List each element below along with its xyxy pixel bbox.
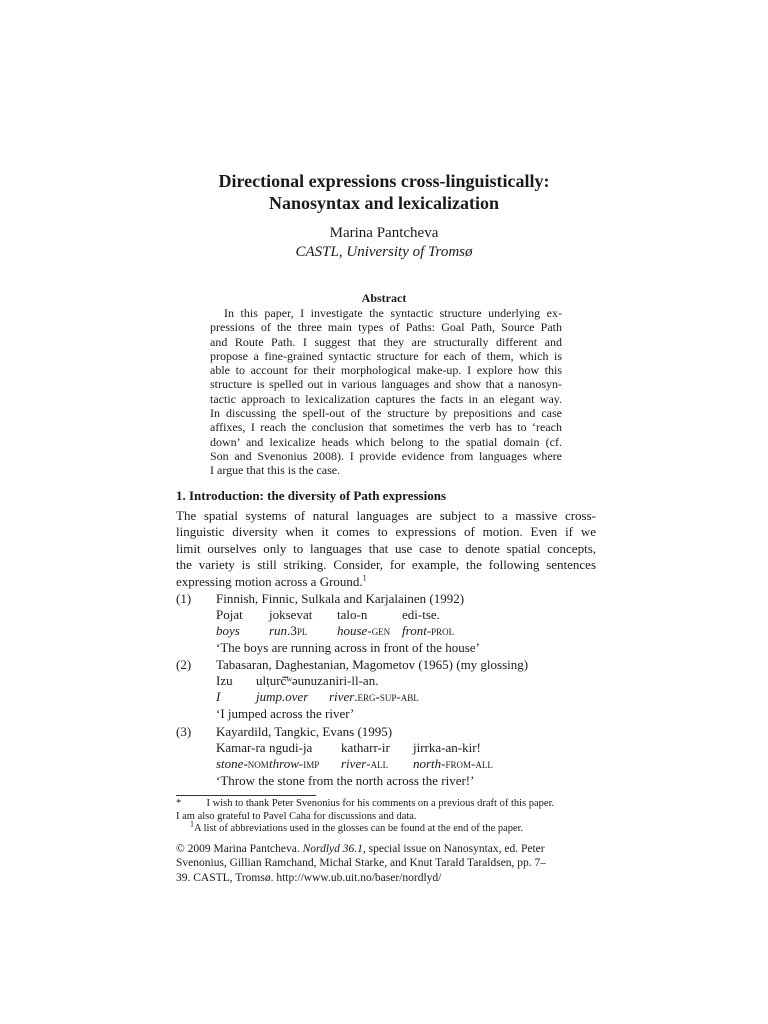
intro-line-text: The spatial systems of natural languages are subject to a massive cross- — [176, 508, 596, 523]
footnote-rule — [176, 795, 316, 796]
gloss-item — [329, 689, 419, 705]
example-word: talo-n — [337, 607, 368, 623]
gloss-part: throw — [269, 756, 299, 772]
gloss-part: nom — [247, 756, 269, 772]
example-word: ngudi-ja — [269, 740, 313, 756]
copyright-line-1 — [176, 842, 596, 856]
example-number: (3) — [176, 724, 192, 739]
gloss-item — [413, 756, 493, 772]
gloss-part: boys — [216, 623, 240, 639]
title-line-2: Nanosyntax and lexicalization — [268, 193, 500, 213]
example-translation: ‘I jumped across the river’ — [216, 705, 355, 721]
copyright-notice — [176, 842, 596, 885]
gloss-part: jump.over — [256, 689, 309, 705]
example-number: (2) — [176, 657, 192, 672]
footnote-ref-1: 1 — [362, 573, 367, 583]
gloss-part: front — [402, 623, 427, 639]
footnote-1-text: A list of abbreviations used in the glosses can be found at the end of the paper. — [194, 823, 524, 835]
abstract-line: In this paper, I investigate the syntactic structure underlying ex- — [224, 306, 562, 320]
gloss-item — [256, 689, 308, 705]
example-gloss — [216, 689, 596, 705]
abstract-line: and Route Path. I suggest that they are structurally different and — [210, 334, 562, 349]
example-word: Kamar-ra — [216, 740, 266, 756]
example-word: edi-tse. — [402, 607, 440, 623]
gloss-part: house — [337, 623, 368, 639]
abstract-line: able to account for their morphological make-up. I explore how this — [210, 363, 562, 378]
gloss-part: north — [413, 756, 442, 772]
paper-title — [0, 170, 768, 214]
example-word: niri-ll-an. — [329, 673, 379, 689]
intro-line — [176, 541, 596, 557]
abstract-line: tactic approach to lexicalization captures the facts in an elegant way. — [210, 391, 562, 406]
intro-line-text: limit ourselves only to languages that use case to denote spatial concepts, — [176, 540, 596, 556]
gloss-part: from-all — [445, 756, 493, 772]
gloss-part: run — [269, 623, 288, 639]
gloss-item — [216, 756, 269, 772]
example-word: ulṭurč̌ʷəunuza — [256, 673, 329, 689]
abstract-line: propose a fine-grained syntactic structure for each of them, which is — [210, 348, 562, 363]
abstract-line: down’ and lexicalize heads which belong to the spatial domain (cf. — [210, 434, 562, 449]
author-block — [0, 224, 768, 262]
example-word: katharr-ir — [341, 740, 390, 756]
abstract-line: I argue that this is the case. — [210, 463, 341, 478]
footnotes — [176, 798, 596, 836]
abstract-line: structure is spelled out in various languages and show that a nanosyn- — [210, 377, 562, 392]
abstract-heading: Abstract — [361, 291, 407, 305]
footnote-star-text-1: I wish to thank Peter Svenonius for his comments on a previous draft of this paper. — [206, 798, 555, 809]
gloss-part: prol — [431, 623, 455, 639]
abstract-line: affixes, I reach the conclusion that sometimes the verb has to ‘reach — [210, 420, 562, 435]
intro-line — [176, 508, 596, 524]
example-gloss — [216, 623, 596, 639]
gloss-item — [216, 623, 240, 639]
abstract-body — [210, 306, 562, 478]
footnote-star-line-1 — [176, 798, 596, 811]
example-word: Izu — [216, 673, 233, 689]
journal-name: Nordlyd 36.1 — [302, 843, 363, 855]
gloss-part: - — [366, 756, 371, 772]
gloss-item — [402, 623, 454, 639]
intro-line-text: expressing motion across a Ground. — [176, 573, 363, 589]
abstract-line: Son and Svenonius 2008). I provide evidence from languages where — [210, 448, 562, 463]
gloss-part: - — [441, 756, 446, 772]
example-translation: ‘Throw the stone from the north across the river!’ — [216, 772, 475, 788]
abstract-line: In discussing the spell-out of the structure by prepositions and case — [210, 406, 562, 421]
copyright-line-2: Svenonius, Gillian Ramchand, Michal Starke, and Knut Tarald Taraldsen, pp. 7– — [176, 857, 547, 870]
gloss-part: - — [426, 623, 432, 639]
gloss-part: . — [354, 689, 358, 705]
gloss-item — [269, 623, 307, 639]
example-gloss — [216, 756, 596, 772]
gloss-part: gen — [371, 623, 391, 639]
example-source: Tabasaran, Daghestanian, Magometov (1965) (my glossing) — [216, 657, 529, 672]
intro-line-text: the variety is still striking. Consider, for example, the following sentences — [176, 557, 596, 573]
example-word: joksevat — [269, 607, 313, 623]
gloss-item — [337, 623, 390, 639]
gloss-part: all — [370, 756, 389, 772]
gloss-part: - — [298, 756, 304, 772]
intro-line — [176, 574, 596, 590]
author-name: Marina Pantcheva — [329, 225, 439, 241]
gloss-part: - — [243, 756, 248, 772]
footnote-1-line — [176, 819, 596, 836]
gloss-part: erg-sup-abl — [357, 689, 419, 705]
gloss-part: I — [216, 689, 221, 705]
example-body — [216, 724, 596, 789]
example-source: Kayardild, Tangkic, Evans (1995) — [216, 724, 393, 739]
example-words — [216, 673, 596, 689]
example-body — [216, 657, 596, 722]
gloss-part: pl — [296, 623, 308, 639]
gloss-part: - — [367, 623, 372, 639]
intro-line — [176, 557, 596, 573]
example-source: Finnish, Finnic, Sulkala and Karjalainen (1992) — [216, 591, 465, 606]
gloss-part: imp — [303, 756, 320, 772]
intro-paragraph — [176, 508, 596, 590]
abstract-line: pressions of the three main types of Paths: Goal Path, Source Path — [210, 320, 562, 335]
gloss-item — [216, 689, 220, 705]
example-word: Pojat — [216, 607, 243, 623]
copyright-line-3: 39. CASTL, Tromsø. http://www.ub.uit.no/baser/nordlyd/ — [176, 871, 442, 884]
gloss-part: stone — [216, 756, 244, 772]
footnote-star-text-2: I am also grateful to Pavel Caha for discussions and data. — [176, 810, 417, 822]
copyright-line-1-pre: © 2009 Marina Pantcheva. — [176, 843, 303, 855]
section-heading: 1. Introduction: the diversity of Path expressions — [176, 488, 446, 503]
gloss-part: .3 — [287, 623, 297, 639]
gloss-item — [341, 756, 388, 772]
gloss-item — [269, 756, 319, 772]
example-words — [216, 740, 596, 756]
example-body — [216, 591, 596, 656]
footnote-star-mark: * — [176, 798, 182, 809]
author-affiliation: CASTL, University of Tromsø — [295, 244, 473, 260]
copyright-line-1-post: , special issue on Nanosyntax, ed. Peter — [362, 843, 545, 855]
example-word: jirrka-an-kir! — [413, 740, 481, 756]
example-number: (1) — [176, 591, 192, 606]
intro-line-text: linguistic diversity when it comes to expressions of motion. Even if we — [176, 524, 596, 540]
title-line-1: Directional expressions cross-linguistically: — [218, 171, 550, 191]
example-translation: ‘The boys are running across in front of the house’ — [216, 639, 480, 655]
footnote-1-mark: 1 — [190, 819, 194, 829]
intro-line — [176, 524, 596, 540]
example-words — [216, 607, 596, 623]
gloss-part: river — [341, 756, 367, 772]
gloss-part: river — [329, 689, 355, 705]
